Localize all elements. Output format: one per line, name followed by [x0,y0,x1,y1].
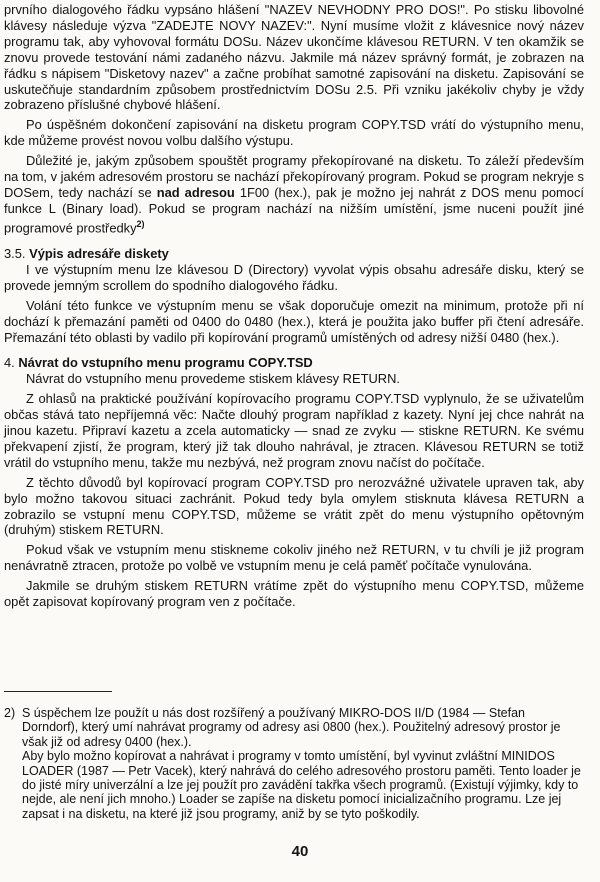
paragraph-10: Jakmile se druhým stiskem RETURN vrátíme zpět do výstupního menu COPY.TSD, můžeme opět zapisovat kopírovaný program ven z počítače. [4,578,584,610]
footnote-divider [4,691,112,692]
page-body [4,2,584,610]
section-4-number: 4. [4,355,15,371]
section-4-title: Návrat do vstupního menu programu COPY.TSD [18,355,313,371]
paragraph-9: Pokud však ve vstupním menu stiskneme cokoliv jiného než RETURN, v tu chvíli je již program nenávratně ztracen, protože po volbě ve vstupním menu je celá paměť počítače vynulována. [4,542,584,574]
page-number: 40 [291,843,309,860]
paragraph-8: Z těchto důvodů byl kopírovací program COPY.TSD pro nerozvážné uživatele upraven tak, aby bylo možno takovou situaci zachránit. Pokud tedy byla omylem stisknuta klávesa RETURN a zobrazilo se vstupní menu COPY.TSD, můžeme se vrátit zpět do menu výstupního opětovným (druhým) stiskem RETURN. [4,474,584,538]
footnote-ref: 2) [136,218,145,229]
section-3-5-title: Výpis adresáře diskety [29,245,169,261]
footnote-number: 2) [4,706,16,720]
paragraph-5: Volání této funkce ve výstupním menu se však doporučuje omezit na minimum, protože při ní dochází k přemazání paměti od 0400 do 0480 (hex.), která je použita jako buffer při čtení adresáře. Přemazání této oblasti by vadilo při kopírování programů umístěných od adresy nižší 0480 (hex.). [4,297,584,345]
footnote-text-1: S úspěchem lze použít u nás dost rozšířený a používaný MIKRO-DOS II/D (1984 — Stefan Dorndorf), který umí nahrávat programy od adresy asi 0800 (hex.). Použitelný adresový prostor je však již od adresy 0400 (hex.). [22,706,561,749]
paragraph-7: Z ohlasů na praktické používání kopírovacího programu COPY.TSD vyplynulo, že se uživatelům občas stává tato nepříjemná věc: Načte dlouhý program například z kazety. Nyní jej chce nahrát na jinou kazetu. Připraví kazetu a zcela automaticky — snad ze zvyku — stiskne RETURN. Ke svému překvapení zjistí, že program, který již tak dlouho nahrával, je ztracen. Klávesou RETURN se totiž vrátil do vstupního menu, takže mu nezbývá, než program znovu načíst do počítače. [4,391,584,470]
footnotes [4,706,584,821]
section-3-5-heading [4,246,584,262]
section-3-5-number: 3.5. [4,245,26,261]
paragraph-1: prvního dialogového řádku vypsáno hlášení "NAZEV NEVHODNY PRO DOS!". Po stisku libovolné klávesy následuje výzva "ZADEJTE NOVY NAZEV:". Nyní musíme vložit z klávesnice nový název programu tak, aby vyhovoval formátu DOSu. Název ukončíme klávesou RETURN. V ten okamžik se znovu provede testování námi zadaného názvu. Jakmile má název správný formát, je zobrazen na řádku s nápisem "Disketovy nazev" a začne probíhat samotné zapisování na disketu. Zapisování se uskutečňuje standardním způsobem prostřednictvím DOSu 2.5. Při vzniku jakékoliv chyby je vždy zobrazeno příslušné chybové hlášení. [4,2,584,113]
paragraph-3-bold: nad adresou [156,184,235,200]
footnote-text-2: Aby bylo možno kopírovat a nahrávat i programy v tomto umístění, byl vyvinut zvláštní MINIDOS LOADER (1987 — Petr Vacek), který nahrává do celého adresového prostoru paměti. Tento loader je do jisté míry univerzální a lze jej použít pro zavádění takřka všech programů. (Existují výjimky, kdy to nejde, ale není jich mnoho.) Loader se zapíše na disketu pomocí inicializačního programu. Lze jej zapsat i na disketu, na které již jsou programy, aniž by se tyto poškodily. [22,749,581,821]
paragraph-3-text-a: Důležité je, jakým způsobem spouštět programy překopírované na disketu. To záleží především na tom, v jakém adresovém prostoru se nachází překopírovaný program. Pokud se program nekryje s DOSem, tedy nachází se [4,153,584,200]
paragraph-6: Návrat do vstupního menu provedeme stiskem klávesy RETURN. [26,371,400,387]
section-4-heading [4,355,584,371]
paragraph-3-text-b: 1F00 (hex.), pak je možno jej nahrát z DOS menu pomocí funkce L (Binary load). Pokud se program nachází na nižším umístění, jsme nuceni použít jiné programové prostředky [4,184,584,236]
paragraph-3 [4,153,584,236]
paragraph-4: I ve výstupním menu lze klávesou D (Directory) vyvolat výpis obsahu adresáře disku, který se provede jemným scrollem do spodního dialogového řádku. [4,261,584,293]
paragraph-2: Po úspěšném dokončení zapisování na disketu program COPY.TSD vrátí do výstupního menu, kde můžeme provést novou volbu dalšího výstupu. [4,117,584,149]
